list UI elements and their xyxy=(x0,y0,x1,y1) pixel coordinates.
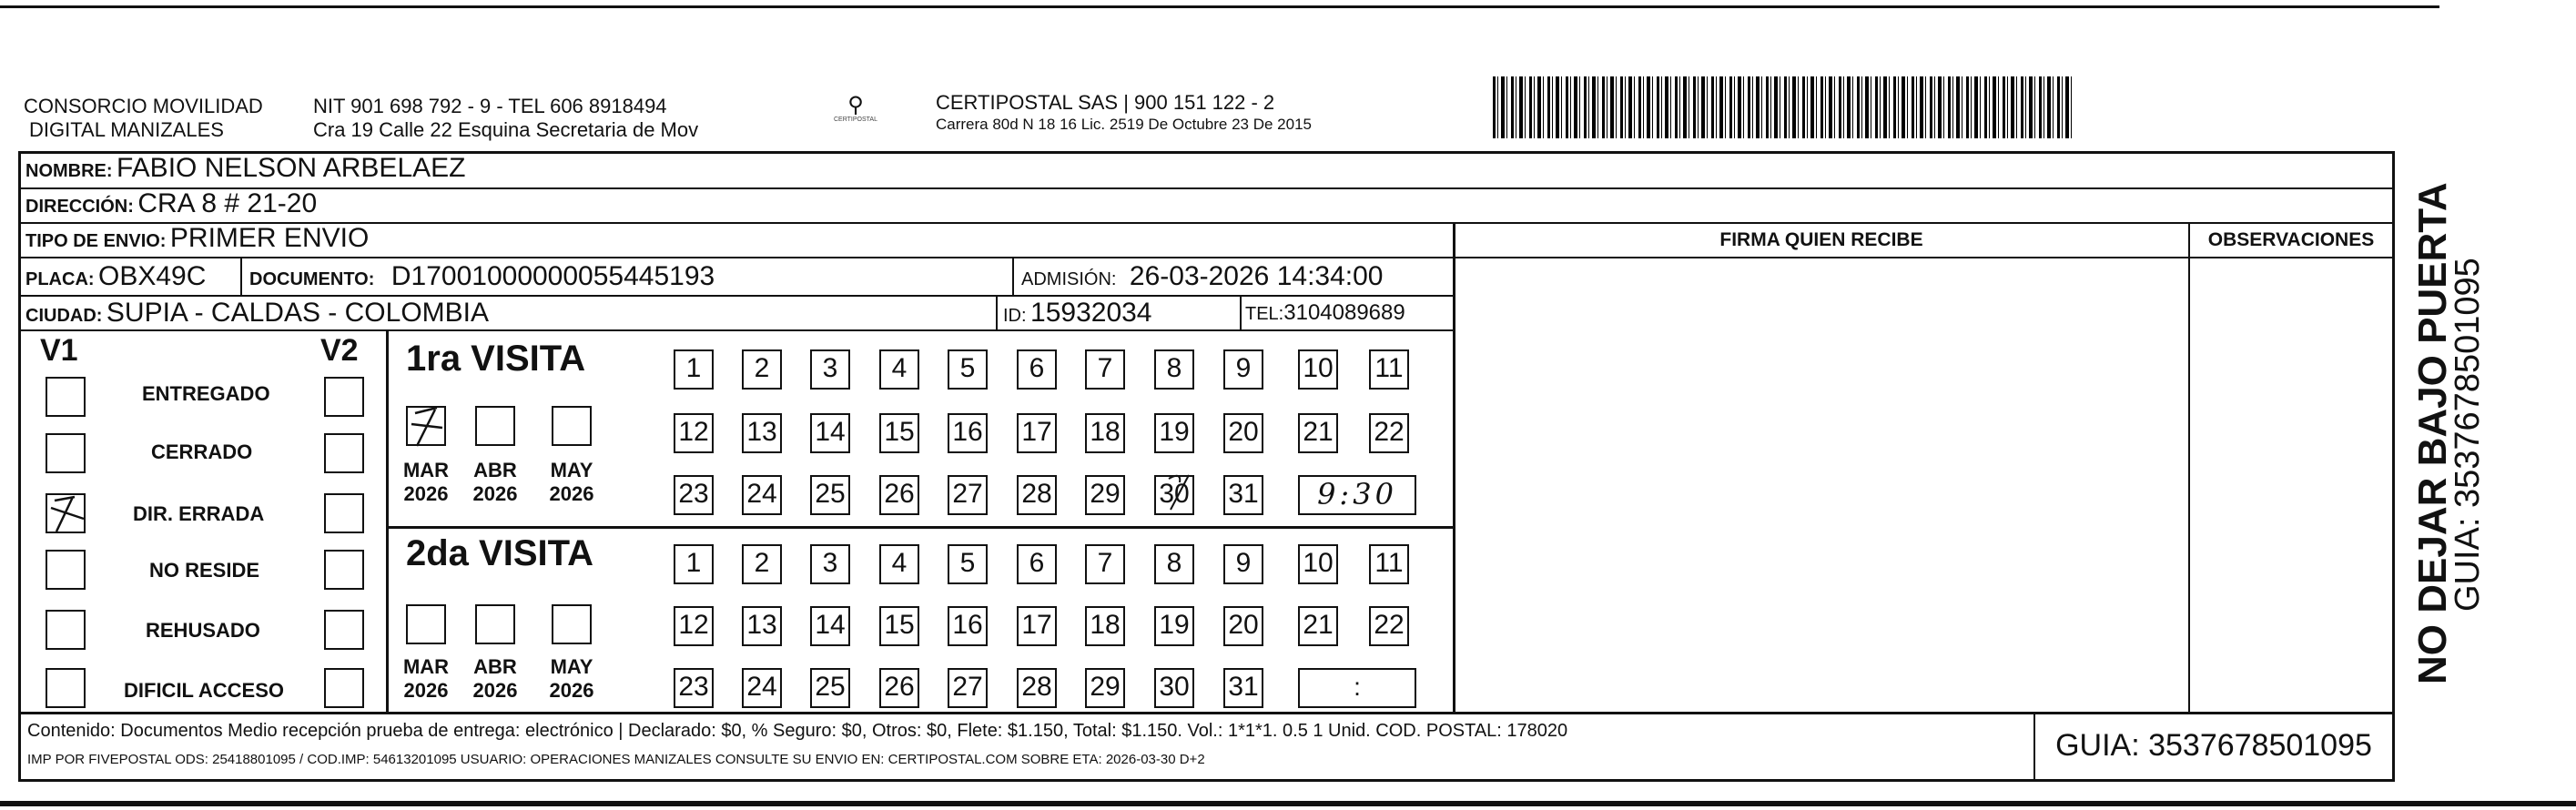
frame-bottom xyxy=(18,779,2394,782)
second-visit-month-may: MAY 2026 xyxy=(549,655,594,702)
first-visit-month-abr: ABR 2026 xyxy=(472,459,518,505)
v1-cerrado-checkbox[interactable] xyxy=(46,433,86,473)
firma-header: FIRMA QUIEN RECIBE xyxy=(1719,229,1923,250)
tel-field xyxy=(1245,300,1405,326)
second-visit-day-2[interactable]: 2 xyxy=(742,544,782,584)
frame-left xyxy=(18,151,21,782)
second-visit-day-21[interactable]: 21 xyxy=(1298,606,1338,646)
first-visit-day-4[interactable]: 4 xyxy=(879,349,919,390)
certipostal-line-2: Carrera 80d N 18 16 Lic. 2519 De Octubre 23 De 2015 xyxy=(936,116,1312,133)
v2-entregado-checkbox[interactable] xyxy=(324,377,364,417)
first-visit-month-may: MAY 2026 xyxy=(549,459,594,505)
second-visit-day-28[interactable]: 28 xyxy=(1017,668,1057,708)
placa-divider xyxy=(240,258,242,295)
second-visit-day-7[interactable]: 7 xyxy=(1085,544,1125,584)
second-visit-day-8[interactable]: 8 xyxy=(1154,544,1194,584)
second-visit-day-23[interactable]: 23 xyxy=(674,668,714,708)
first-visit-day-14[interactable]: 14 xyxy=(810,413,850,453)
side-guia: GUIA: 3537678501095 xyxy=(2449,258,2487,612)
direccion-label: DIRECCIÓN: xyxy=(25,197,134,217)
nit-line: NIT 901 698 792 - 9 - TEL 606 8918494 xyxy=(313,95,667,117)
v2-no-reside-checkbox[interactable] xyxy=(324,550,364,590)
id-label: ID: xyxy=(1003,306,1027,326)
status-entregado: ENTREGADO xyxy=(142,382,270,405)
certipostal-logo xyxy=(819,95,892,123)
v2-label: V2 xyxy=(320,333,359,368)
direccion-field xyxy=(25,188,317,219)
id-field xyxy=(1003,298,1152,329)
first-visit-day-19[interactable]: 19 xyxy=(1154,413,1194,453)
second-visit-day-20[interactable]: 20 xyxy=(1223,606,1263,646)
v1-dir-errada-checkbox[interactable] xyxy=(46,493,86,533)
observaciones-header: OBSERVACIONES xyxy=(2207,229,2375,250)
first-visit-title: 1ra VISITA xyxy=(406,339,586,379)
signature-area[interactable] xyxy=(1455,258,2187,712)
first-visit-day-28[interactable]: 28 xyxy=(1017,475,1057,515)
company-name xyxy=(24,95,263,142)
first-visit-day-3[interactable]: 3 xyxy=(810,349,850,390)
second-visit-day-25[interactable]: 25 xyxy=(810,668,850,708)
first-visit-time-box[interactable] xyxy=(1298,475,1416,515)
status-divider xyxy=(386,329,389,714)
first-visit-day-8[interactable]: 8 xyxy=(1154,349,1194,390)
second-visit-may-checkbox[interactable] xyxy=(552,604,592,644)
footer-guia: GUIA: 3537678501095 xyxy=(2055,728,2372,763)
second-visit-day-18[interactable]: 18 xyxy=(1085,606,1125,646)
status-no-reside: NO RESIDE xyxy=(149,559,260,582)
status-dir-errada: DIR. ERRADA xyxy=(133,502,265,525)
first-visit-day-9[interactable]: 9 xyxy=(1223,349,1263,390)
frame-right xyxy=(2392,151,2395,782)
tel-value: 3104089689 xyxy=(1283,300,1405,325)
first-visit-day-7[interactable]: 7 xyxy=(1085,349,1125,390)
ciudad-label: CIUDAD: xyxy=(25,306,103,326)
second-visit-day-30[interactable]: 30 xyxy=(1154,668,1194,708)
first-visit-day-18[interactable]: 18 xyxy=(1085,413,1125,453)
second-visit-month-abr: ABR 2026 xyxy=(472,655,518,702)
row-line-5 xyxy=(18,329,1455,331)
first-visit-day-25[interactable]: 25 xyxy=(810,475,850,515)
first-visit-day-21[interactable]: 21 xyxy=(1298,413,1338,453)
bottom-edge xyxy=(0,801,2576,806)
second-visit-day-29[interactable]: 29 xyxy=(1085,668,1125,708)
second-visit-day-26[interactable]: 26 xyxy=(879,668,919,708)
row-line-1 xyxy=(18,187,2394,189)
second-visit-day-22[interactable]: 22 xyxy=(1369,606,1409,646)
second-visit-day-6[interactable]: 6 xyxy=(1017,544,1057,584)
first-visit-day-23[interactable]: 23 xyxy=(674,475,714,515)
first-visit-day-12[interactable]: 12 xyxy=(674,413,714,453)
second-visit-time-box[interactable] xyxy=(1298,668,1416,708)
tel-divider xyxy=(1240,297,1242,329)
certipostal-line-1: CERTIPOSTAL SAS | 900 151 122 - 2 xyxy=(936,91,1275,114)
id-value: 15932034 xyxy=(1030,298,1152,328)
first-visit-day-31[interactable]: 31 xyxy=(1223,475,1263,515)
first-visit-day-22[interactable]: 22 xyxy=(1369,413,1409,453)
status-dificil-acceso: DIFICIL ACCESO xyxy=(124,679,285,702)
logo-text: CERTIPOSTAL xyxy=(834,116,877,123)
row-line-2 xyxy=(18,222,2394,224)
tel-label: TEL: xyxy=(1245,304,1284,324)
second-visit-time: : xyxy=(1354,673,1361,701)
second-visit-day-15[interactable]: 15 xyxy=(879,606,919,646)
first-visit-day-27[interactable]: 27 xyxy=(948,475,988,515)
second-visit-day-31[interactable]: 31 xyxy=(1223,668,1263,708)
second-visit-day-3[interactable]: 3 xyxy=(810,544,850,584)
admision-value: 26-03-2026 14:34:00 xyxy=(1129,261,1384,291)
second-visit-day-17[interactable]: 17 xyxy=(1017,606,1057,646)
v1-no-reside-checkbox[interactable] xyxy=(46,550,86,590)
second-visit-day-5[interactable]: 5 xyxy=(948,544,988,584)
second-visit-day-13[interactable]: 13 xyxy=(742,606,782,646)
checkmark-icon xyxy=(42,488,96,533)
checkmark-icon xyxy=(406,402,451,448)
ciudad-value: SUPIA - CALDAS - COLOMBIA xyxy=(106,298,489,328)
v2-cerrado-checkbox[interactable] xyxy=(324,433,364,473)
footer-imp-line: IMP POR FIVEPOSTAL ODS: 25418801095 / COD.IMP: 54613201095 USUARIO: OPERACIONES MANIZALES CONSULTE SU ENVIO EN: CERTIPOSTAL.COM SOBRE ETA: 2026-03-30 D+2 xyxy=(27,752,1205,767)
v2-dir-errada-checkbox[interactable] xyxy=(324,493,364,533)
second-visit-day-27[interactable]: 27 xyxy=(948,668,988,708)
nombre-value: FABIO NELSON ARBELAEZ xyxy=(117,153,466,183)
second-visit-day-9[interactable]: 9 xyxy=(1223,544,1263,584)
second-visit-day-11[interactable]: 11 xyxy=(1369,544,1409,584)
second-visit-day-12[interactable]: 12 xyxy=(674,606,714,646)
first-visit-day-26[interactable]: 26 xyxy=(879,475,919,515)
documento-value: D17001000000055445193 xyxy=(390,261,715,291)
footer-line xyxy=(18,712,2394,714)
second-visit-abr-checkbox[interactable] xyxy=(475,604,515,644)
direccion-value: CRA 8 # 21-20 xyxy=(137,188,318,218)
first-visit-day-10[interactable]: 10 xyxy=(1298,349,1338,390)
first-visit-day-5[interactable]: 5 xyxy=(948,349,988,390)
address-line: Cra 19 Calle 22 Esquina Secretaria de Mov xyxy=(313,118,699,141)
v2-rehusado-checkbox[interactable] xyxy=(324,610,364,650)
second-visit-day-10[interactable]: 10 xyxy=(1298,544,1338,584)
first-visit-day-11[interactable]: 11 xyxy=(1369,349,1409,390)
nombre-label: NOMBRE: xyxy=(25,161,113,181)
first-visit-day-17[interactable]: 17 xyxy=(1017,413,1057,453)
nombre-field xyxy=(25,153,465,184)
placa-value: OBX49C xyxy=(98,261,207,291)
admision-label: ADMISIÓN: xyxy=(1021,269,1117,289)
v1-dificil-acceso-checkbox[interactable] xyxy=(46,668,86,708)
top-edge xyxy=(0,5,2439,8)
first-visit-day-30[interactable]: 30 xyxy=(1154,475,1194,515)
id-divider xyxy=(996,297,998,329)
second-visit-month-mar: MAR 2026 xyxy=(402,655,450,702)
first-visit-day-6[interactable]: 6 xyxy=(1017,349,1057,390)
admision-field xyxy=(1021,261,1383,292)
first-visit-mar-checkbox[interactable] xyxy=(406,406,446,446)
first-visit-day-15[interactable]: 15 xyxy=(879,413,919,453)
documento-field xyxy=(249,261,715,292)
tipo-envio-field xyxy=(25,223,369,254)
placa-label: PLACA: xyxy=(25,269,95,289)
second-visit-day-1[interactable]: 1 xyxy=(674,544,714,584)
first-visit-month-mar: MAR 2026 xyxy=(402,459,450,505)
placa-field xyxy=(25,261,206,292)
day-30-mark-icon xyxy=(1161,470,1198,515)
company-line-2: DIGITAL MANIZALES xyxy=(29,118,224,141)
v1-entregado-checkbox[interactable] xyxy=(46,377,86,417)
first-visit-abr-checkbox[interactable] xyxy=(475,406,515,446)
company-line-1: CONSORCIO MOVILIDAD xyxy=(24,95,263,117)
admision-divider xyxy=(1012,258,1014,295)
first-visit-day-20[interactable]: 20 xyxy=(1223,413,1263,453)
side-warning: NO DEJAR BAJO PUERTA xyxy=(2410,182,2455,684)
barcode xyxy=(1493,76,2075,138)
row-line-3 xyxy=(18,257,1455,258)
first-visit-day-29[interactable]: 29 xyxy=(1085,475,1125,515)
footer-contenido: Contenido: Documentos Medio recepción prueba de entrega: electrónico | Declarado: $0, % Seguro: $0, Otros: $0, Flete: $1.150, Total: $1.150. Vol.: 1*1*1. 0.5 1 Unid. COD. POSTAL: 178020 xyxy=(27,721,1568,741)
v1-label: V1 xyxy=(40,333,78,368)
company-contact xyxy=(313,95,698,142)
ciudad-field xyxy=(25,298,489,329)
second-visit-title: 2da VISITA xyxy=(406,533,593,573)
status-rehusado: REHUSADO xyxy=(146,619,260,642)
first-visit-may-checkbox[interactable] xyxy=(552,406,592,446)
tipo-envio-label: TIPO DE ENVIO: xyxy=(25,231,167,251)
second-visit-day-4[interactable]: 4 xyxy=(879,544,919,584)
certipostal-info xyxy=(936,91,1312,135)
tipo-envio-value: PRIMER ENVIO xyxy=(169,223,370,253)
v2-dificil-acceso-checkbox[interactable] xyxy=(324,668,364,708)
second-visit-day-19[interactable]: 19 xyxy=(1154,606,1194,646)
first-visit-day-13[interactable]: 13 xyxy=(742,413,782,453)
first-visit-day-1[interactable]: 1 xyxy=(674,349,714,390)
second-visit-mar-checkbox[interactable] xyxy=(406,604,446,644)
second-visit-day-16[interactable]: 16 xyxy=(948,606,988,646)
second-visit-day-14[interactable]: 14 xyxy=(810,606,850,646)
first-visit-day-2[interactable]: 2 xyxy=(742,349,782,390)
first-visit-day-16[interactable]: 16 xyxy=(948,413,988,453)
first-visit-time: 9:30 xyxy=(1317,477,1397,511)
visit-divider xyxy=(386,526,1455,529)
first-visit-day-24[interactable]: 24 xyxy=(742,475,782,515)
status-cerrado: CERRADO xyxy=(151,440,253,463)
observations-area[interactable] xyxy=(2190,258,2392,712)
documento-label: DOCUMENTO: xyxy=(249,269,375,289)
second-visit-day-24[interactable]: 24 xyxy=(742,668,782,708)
v1-rehusado-checkbox[interactable] xyxy=(46,610,86,650)
logo-icon: ⚲ xyxy=(847,93,864,117)
